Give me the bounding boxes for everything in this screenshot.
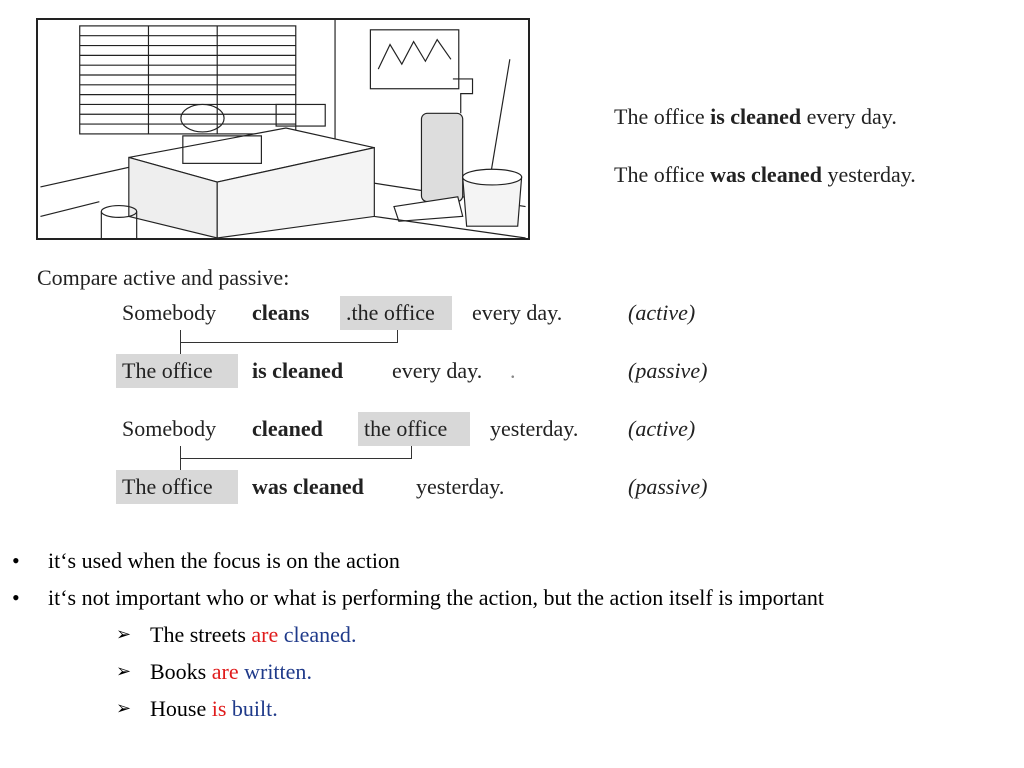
example-participle: cleaned <box>283 622 351 647</box>
example-present-pre: The office <box>614 104 711 129</box>
example-past-verb: was cleaned <box>710 162 822 187</box>
example-present-verb: is cleaned <box>710 104 802 129</box>
example-end: . <box>306 659 312 684</box>
example-aux: is <box>211 696 227 721</box>
row1-verb: cleans <box>252 300 310 325</box>
example-participle: built <box>231 696 273 721</box>
row1-time: every day. <box>472 300 563 325</box>
row1-subject: Somebody <box>122 300 217 325</box>
example-end: . <box>350 622 357 647</box>
arrow-bullet-icon: ➢ <box>116 661 132 681</box>
arrow-bullet-icon: ➢ <box>116 698 132 718</box>
row4-verb: was cleaned <box>252 474 364 499</box>
row4-voice: (passive) <box>628 474 708 499</box>
row3-subject: Somebody <box>122 416 217 441</box>
bullet-text: it‘s used when the focus is on the action <box>48 548 400 573</box>
row2-verb: is cleaned <box>252 358 344 383</box>
arrow-bullet-icon: ➢ <box>116 624 132 644</box>
row4-time: yesterday. <box>416 474 505 499</box>
example-past-post: yesterday. <box>821 162 916 187</box>
row2-voice: (passive) <box>628 358 708 383</box>
row3-time: yesterday. <box>490 416 579 441</box>
compare-heading: Compare active and passive: <box>37 265 290 290</box>
row2-subject-highlight: The office <box>116 354 238 388</box>
example-aux: are <box>251 622 279 647</box>
example-past <box>614 162 916 188</box>
row3-voice: (active) <box>628 416 696 441</box>
connector-1 <box>180 330 398 343</box>
row3-verb: cleaned <box>252 416 323 441</box>
row1-object-highlight: .the office <box>340 296 452 330</box>
example-present <box>614 104 897 130</box>
example-aux: are <box>211 659 239 684</box>
bullet-text: it‘s not important who or what is performing the action, but the action itself is important <box>48 585 824 610</box>
example-subject: Books <box>150 659 212 684</box>
office-cleaning-illustration <box>36 18 530 240</box>
example-subject: The streets <box>150 622 252 647</box>
row1-voice: (active) <box>628 300 696 325</box>
bullet-marker: • <box>12 548 20 573</box>
row4-subject-highlight: The office <box>116 470 238 504</box>
connector-2 <box>180 446 412 459</box>
row2-trailing: . <box>510 358 516 383</box>
row2-time: every day. <box>392 358 483 383</box>
example-participle: written <box>244 659 307 684</box>
example-present-post: every day. <box>801 104 897 129</box>
row3-object-highlight: the office <box>358 412 470 446</box>
example-subject: House <box>150 696 212 721</box>
example-end: . <box>272 696 278 721</box>
bullet-marker: • <box>12 585 20 610</box>
example-past-pre: The office <box>614 162 711 187</box>
